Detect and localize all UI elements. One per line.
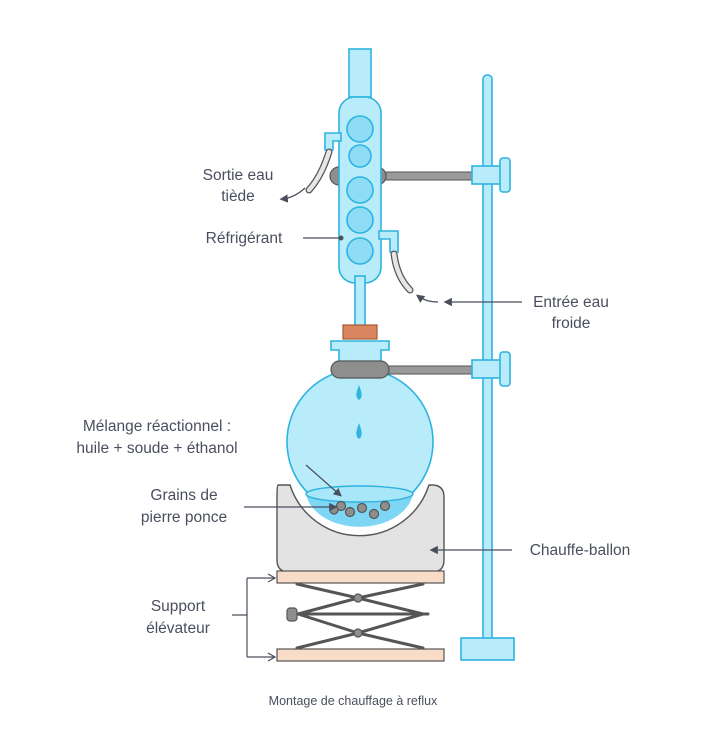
refrigerant-condenser xyxy=(325,49,398,328)
label-support-2: élévateur xyxy=(146,620,210,637)
label-sortie-eau-2: tiède xyxy=(221,188,255,205)
sortie-arrow xyxy=(282,188,305,199)
label-chauffe-ballon: Chauffe-ballon xyxy=(529,542,631,559)
label-melange-1: Mélange réactionnel : xyxy=(82,418,232,435)
label-grains-2: pierre ponce xyxy=(140,509,228,526)
label-melange-2: huile + soude + éthanol xyxy=(76,440,238,457)
support-elevateur xyxy=(277,571,444,661)
label-support-1: Support xyxy=(150,598,206,615)
label-refrigerant: Réfrigérant xyxy=(205,230,283,247)
entree-arrow xyxy=(418,296,438,302)
label-entree-eau-2: froide xyxy=(551,315,591,332)
label-entree-eau-1: Entrée eau xyxy=(533,294,609,311)
label-grains-1: Grains de xyxy=(150,487,218,504)
cork-stopper xyxy=(343,325,377,339)
stand-base xyxy=(461,638,514,660)
support-bracket xyxy=(232,578,274,657)
diagram-caption: Montage de chauffage à reflux xyxy=(268,694,438,708)
label-sortie-eau-1: Sortie eau xyxy=(202,167,274,184)
